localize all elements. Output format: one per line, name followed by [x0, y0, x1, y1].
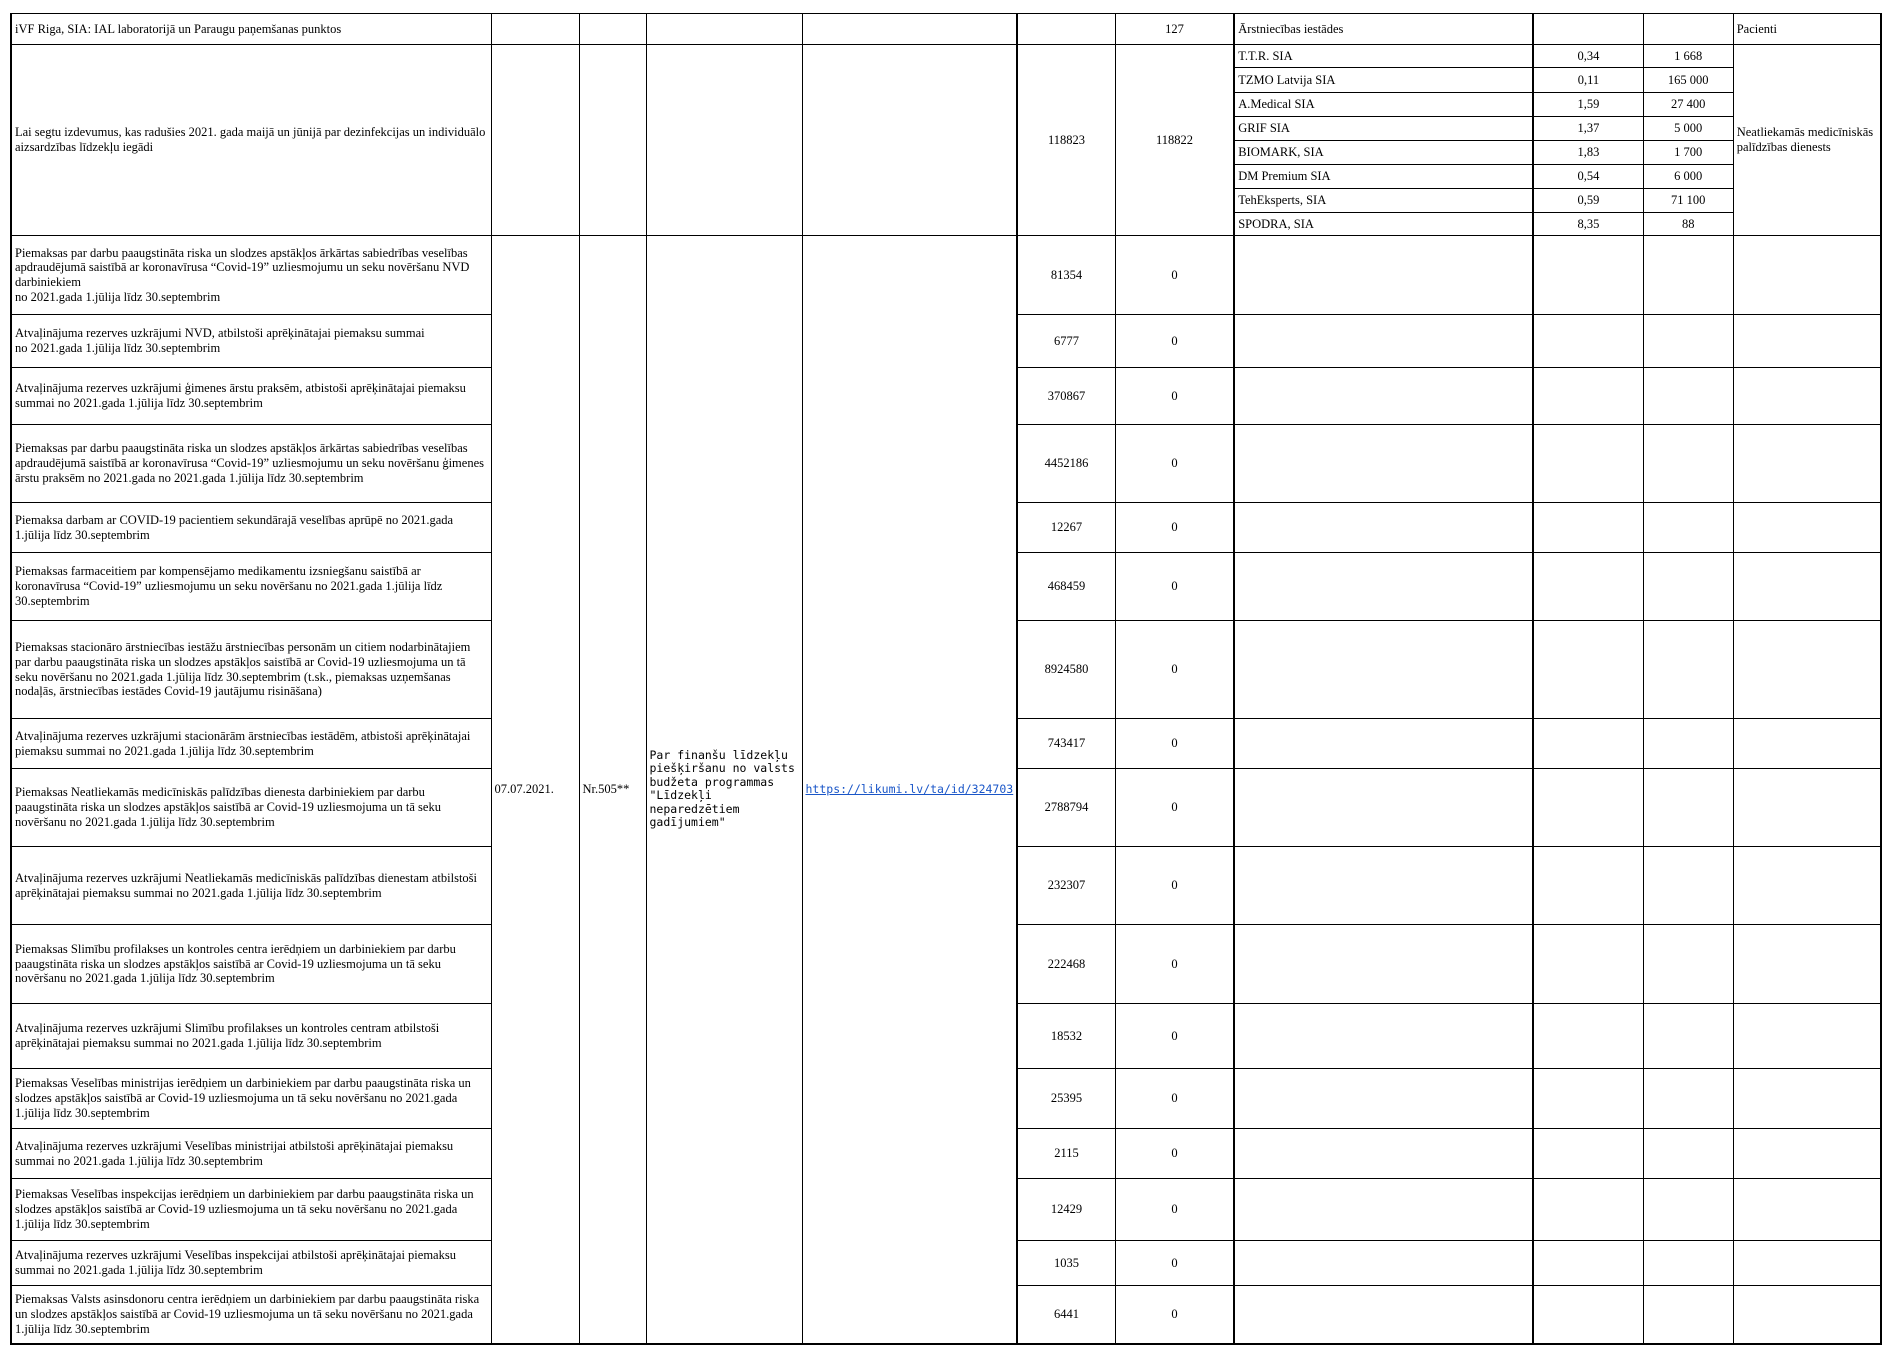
supplier-price: 1,37 [1533, 117, 1643, 141]
empty-cell [1733, 425, 1881, 503]
empty-cell [1643, 719, 1733, 769]
empty-cell [1234, 315, 1533, 368]
supplier-quantity: 27 400 [1643, 93, 1733, 117]
funding-table [10, 13, 1882, 1345]
empty-cell [1533, 769, 1643, 847]
row-amount-1: 232307 [1017, 847, 1115, 925]
row-amount-1: 2115 [1017, 1129, 1115, 1179]
empty-cell [1733, 1286, 1881, 1344]
empty-cell [1234, 1069, 1533, 1129]
empty-cell [1533, 1241, 1643, 1286]
empty-cell [1733, 719, 1881, 769]
empty-cell [1234, 1004, 1533, 1069]
row-description: Piemaksas farmaceitiem par kompensējamo medikamentu izsniegšanu saistībā ar koronavīrusa “Covid-19” uzliesmojumu un seku novēršanu no 2021.gada 1.jūlija līdz 30.septembrim [11, 553, 491, 621]
empty-cell [1733, 1004, 1881, 1069]
supplier-price: 8,35 [1533, 213, 1643, 236]
supplier-quantity: 1 700 [1643, 141, 1733, 165]
empty-cell [1017, 14, 1115, 45]
empty-cell [1733, 315, 1881, 368]
row-amount-2: 0 [1115, 719, 1234, 769]
empty-cell [1733, 847, 1881, 925]
empty-cell [646, 14, 802, 45]
row-amount-2: 0 [1115, 368, 1234, 425]
row-amount-2: 0 [1115, 503, 1234, 553]
supplier-price: 1,83 [1533, 141, 1643, 165]
row-description: Piemaksas stacionāro ārstniecības iestāžu ārstniecības personām un citiem nodarbinātajiem par darbu paaugstināta riska un slodzes apstākļos saistībā ar Covid-19 uzliesmojuma un tā seku novēršanu no 2021.gada 1.jūlija līdz 30.septembrim (t.sk., piemaksas uzņemšanas nodaļās, ārstniecības iestādes Covid-19 jautājumu risināšana) [11, 621, 491, 719]
empty-cell [1733, 1179, 1881, 1241]
legal-act-link[interactable]: https://likumi.lv/ta/id/324703 [805, 781, 1014, 796]
empty-cell [1533, 847, 1643, 925]
row-description: Piemaksas Valsts asinsdonoru centra ierēdņiem un darbiniekiem par darbu paaugstināta riska un slodzes apstākļos saistībā ar Covid-19 uzliesmojuma un tā seku novēršanu no 2021.gada 1.jūlija līdz 30.septembrim [11, 1286, 491, 1344]
empty-cell [646, 45, 802, 236]
empty-cell [1533, 719, 1643, 769]
empty-cell [1643, 236, 1733, 315]
empty-cell [491, 14, 579, 45]
empty-cell [1234, 1179, 1533, 1241]
supplier-quantity: 5 000 [1643, 117, 1733, 141]
row-amount-1: 18532 [1017, 1004, 1115, 1069]
supplier-price: 1,59 [1533, 93, 1643, 117]
row-amount-2: 0 [1115, 1004, 1234, 1069]
empty-cell [1733, 236, 1881, 315]
row-amount-2: 0 [1115, 425, 1234, 503]
row-amount-1: 370867 [1017, 368, 1115, 425]
supply-row-description: Lai segtu izdevumus, kas radušies 2021. gada maijā un jūnijā par dezinfekcijas un individuālo aizsardzības līdzekļu iegādi [11, 45, 491, 236]
empty-cell [1643, 925, 1733, 1004]
supplier-name: TZMO Latvija SIA [1234, 68, 1533, 93]
empty-cell [1533, 425, 1643, 503]
empty-cell [1533, 503, 1643, 553]
row-amount-1: 6777 [1017, 315, 1115, 368]
empty-cell [1533, 368, 1643, 425]
empty-cell [1533, 553, 1643, 621]
row-amount-2: 0 [1115, 315, 1234, 368]
row-amount-1: 2788794 [1017, 769, 1115, 847]
supplier-name: TehEksperts, SIA [1234, 189, 1533, 213]
empty-cell [1733, 925, 1881, 1004]
empty-cell [1643, 621, 1733, 719]
row-amount-1: 25395 [1017, 1069, 1115, 1129]
row-description: Piemaksas Neatliekamās medicīniskās palīdzības dienesta darbiniekiem par darbu paaugstināta riska un slodzes apstākļos saistībā ar Covid-19 uzliesmojuma un tā seku novēršanu no 2021.gada 1.jūlija līdz 30.septembrim [11, 769, 491, 847]
empty-cell [1234, 236, 1533, 315]
row-description: Atvaļinājuma rezerves uzkrājumi Veselības ministrijai atbilstoši aprēķinātajai piemaksu summai no 2021.gada 1.jūlija līdz 30.septembrim [11, 1129, 491, 1179]
empty-cell [802, 45, 1017, 236]
row-amount-2: 0 [1115, 236, 1234, 315]
row-amount-2: 0 [1115, 925, 1234, 1004]
supplier-price: 0,11 [1533, 68, 1643, 93]
decision-title: Par finanšu līdzekļu piešķiršanu no valsts budžeta programmas "Līdzekļi neparedzētiem gadījumiem" [646, 236, 802, 1344]
supplier-name: T.T.R. SIA [1234, 45, 1533, 68]
empty-cell [1234, 1241, 1533, 1286]
supplier-price: 0,59 [1533, 189, 1643, 213]
row-amount-2: 0 [1115, 621, 1234, 719]
row-top-amount: 127 [1115, 14, 1234, 45]
empty-cell [1533, 315, 1643, 368]
empty-cell [1234, 925, 1533, 1004]
row-description: Atvaļinājuma rezerves uzkrājumi stacionārām ārstniecības iestādēm, atbistoši aprēķinātajai piemaksu summai no 2021.gada 1.jūlija līdz 30.septembrim [11, 719, 491, 769]
empty-cell [1733, 368, 1881, 425]
row-amount-1: 6441 [1017, 1286, 1115, 1344]
row-description: Atvaļinājuma rezerves uzkrājumi NVD, atbilstoši aprēķinātajai piemaksu summai no 2021.gada 1.jūlija līdz 30.septembrim [11, 315, 491, 368]
empty-cell [802, 14, 1017, 45]
legal-act-link-cell [802, 236, 1017, 1344]
empty-cell [1733, 553, 1881, 621]
empty-cell [1643, 847, 1733, 925]
row-amount-1: 743417 [1017, 719, 1115, 769]
empty-cell [1643, 425, 1733, 503]
row-description: Piemaksas Veselības inspekcijas ierēdņiem un darbiniekiem par darbu paaugstināta riska un slodzes apstākļos saistībā ar Covid-19 uzliesmojuma un tā seku novēršanu no 2021.gada 1.jūlija līdz 30.septembrim [11, 1179, 491, 1241]
empty-cell [1234, 503, 1533, 553]
empty-cell [1643, 315, 1733, 368]
empty-cell [579, 14, 646, 45]
supplier-name: GRIF SIA [1234, 117, 1533, 141]
empty-cell [1733, 1069, 1881, 1129]
empty-cell [1643, 1129, 1733, 1179]
empty-cell [1643, 503, 1733, 553]
empty-cell [1234, 719, 1533, 769]
supplier-name: A.Medical SIA [1234, 93, 1533, 117]
row-description: Atvaļinājuma rezerves uzkrājumi ģimenes ārstu praksēm, atbistoši aprēķinātajai piemaksu summai no 2021.gada 1.jūlija līdz 30.septembrim [11, 368, 491, 425]
empty-cell [1643, 553, 1733, 621]
row-description: Piemaksa darbam ar COVID-19 pacientiem sekundārajā veselības aprūpē no 2021.gada 1.jūlija līdz 30.septembrim [11, 503, 491, 553]
row-amount-2: 0 [1115, 1286, 1234, 1344]
empty-cell [1733, 503, 1881, 553]
empty-cell [1533, 621, 1643, 719]
empty-cell [579, 45, 646, 236]
supplier-name: SPODRA, SIA [1234, 213, 1533, 236]
row-description: Piemaksas par darbu paaugstināta riska un slodzes apstākļos ārkārtas sabiedrības veselības apdraudējumā saistībā ar koronavīrusa “Covid-19” uzliesmojumu un seku novēršanu ģimenes ārstu praksēm no 2021.gada no 2021.gada 1.jūlija līdz 30.septembrim [11, 425, 491, 503]
empty-cell [1643, 1241, 1733, 1286]
empty-cell [1234, 1129, 1533, 1179]
empty-cell [1733, 769, 1881, 847]
empty-cell [1533, 236, 1643, 315]
empty-cell [1234, 621, 1533, 719]
decision-number: Nr.505** [579, 236, 646, 1344]
row-amount-1: 8924580 [1017, 621, 1115, 719]
empty-cell [1533, 14, 1643, 45]
row-amount-2: 0 [1115, 553, 1234, 621]
row-amount-2: 0 [1115, 769, 1234, 847]
row-description: Piemaksas Veselības ministrijas ierēdņiem un darbiniekiem par darbu paaugstināta riska un slodzes apstākļos saistībā ar Covid-19 uzliesmojuma un tā seku novēršanu no 2021.gada 1.jūlija līdz 30.septembrim [11, 1069, 491, 1129]
supply-amount-2: 118822 [1115, 45, 1234, 236]
recipients-label: Ārstniecības iestādes [1234, 14, 1533, 45]
row-amount-1: 81354 [1017, 236, 1115, 315]
empty-cell [1533, 925, 1643, 1004]
empty-cell [1643, 1179, 1733, 1241]
supplier-quantity: 6 000 [1643, 165, 1733, 189]
decision-date: 07.07.2021. [491, 236, 579, 1344]
row-description: Piemaksas Slimību profilakses un kontroles centra ierēdņiem un darbiniekiem par darbu paaugstināta riska un slodzes apstākļos saistībā ar Covid-19 uzliesmojuma un tā seku novēršanu no 2021.gada 1.jūlija līdz 30.septembrim [11, 925, 491, 1004]
supply-amount-1: 118823 [1017, 45, 1115, 236]
row-amount-1: 12267 [1017, 503, 1115, 553]
row-amount-1: 468459 [1017, 553, 1115, 621]
empty-cell [1234, 368, 1533, 425]
empty-cell [1234, 769, 1533, 847]
row-amount-2: 0 [1115, 1179, 1234, 1241]
empty-cell [1733, 621, 1881, 719]
supplier-quantity: 71 100 [1643, 189, 1733, 213]
row-amount-1: 222468 [1017, 925, 1115, 1004]
row-amount-2: 0 [1115, 847, 1234, 925]
row-amount-1: 1035 [1017, 1241, 1115, 1286]
row-top-description: iVF Riga, SIA: IAL laboratorijā un Paraugu paņemšanas punktos [11, 14, 491, 45]
empty-cell [1733, 1129, 1881, 1179]
empty-cell [1234, 847, 1533, 925]
beneficiary-patients: Pacienti [1733, 14, 1881, 45]
empty-cell [1533, 1004, 1643, 1069]
empty-cell [1643, 368, 1733, 425]
supplier-price: 0,34 [1533, 45, 1643, 68]
supplier-quantity: 1 668 [1643, 45, 1733, 68]
empty-cell [1234, 1286, 1533, 1344]
supplier-quantity: 88 [1643, 213, 1733, 236]
row-description: Atvaļinājuma rezerves uzkrājumi Veselības inspekcijai atbilstoši aprēķinātajai piemaksu summai no 2021.gada 1.jūlija līdz 30.septembrim [11, 1241, 491, 1286]
supplier-quantity: 165 000 [1643, 68, 1733, 93]
row-amount-1: 12429 [1017, 1179, 1115, 1241]
beneficiary-emergency-service: Neatliekamās medicīniskās palīdzības dienests [1733, 45, 1881, 236]
supplier-name: BIOMARK, SIA [1234, 141, 1533, 165]
empty-cell [1643, 1069, 1733, 1129]
row-amount-2: 0 [1115, 1069, 1234, 1129]
empty-cell [1533, 1179, 1643, 1241]
supplier-name: DM Premium SIA [1234, 165, 1533, 189]
row-description: Atvaļinājuma rezerves uzkrājumi Slimību profilakses un kontroles centram atbilstoši aprēķinātajai piemaksu summai no 2021.gada 1.jūlija līdz 30.septembrim [11, 1004, 491, 1069]
row-amount-2: 0 [1115, 1241, 1234, 1286]
empty-cell [1643, 14, 1733, 45]
empty-cell [1533, 1129, 1643, 1179]
empty-cell [1533, 1286, 1643, 1344]
empty-cell [1234, 553, 1533, 621]
empty-cell [1234, 425, 1533, 503]
row-amount-1: 4452186 [1017, 425, 1115, 503]
row-description: Piemaksas par darbu paaugstināta riska un slodzes apstākļos ārkārtas sabiedrības veselības apdraudējumā saistībā ar koronavīrusa “Covid-19” uzliesmojumu un seku novēršanu NVD darbiniekiem no 2021.gada 1.jūlija līdz 30.septembrim [11, 236, 491, 315]
empty-cell [1733, 1241, 1881, 1286]
empty-cell [1643, 1286, 1733, 1344]
empty-cell [1643, 769, 1733, 847]
empty-cell [491, 45, 579, 236]
row-amount-2: 0 [1115, 1129, 1234, 1179]
empty-cell [1643, 1004, 1733, 1069]
row-description: Atvaļinājuma rezerves uzkrājumi Neatliekamās medicīniskās palīdzības dienestam atbilstoši aprēķinātajai piemaksu summai no 2021.gada 1.jūlija līdz 30.septembrim [11, 847, 491, 925]
empty-cell [1533, 1069, 1643, 1129]
supplier-price: 0,54 [1533, 165, 1643, 189]
